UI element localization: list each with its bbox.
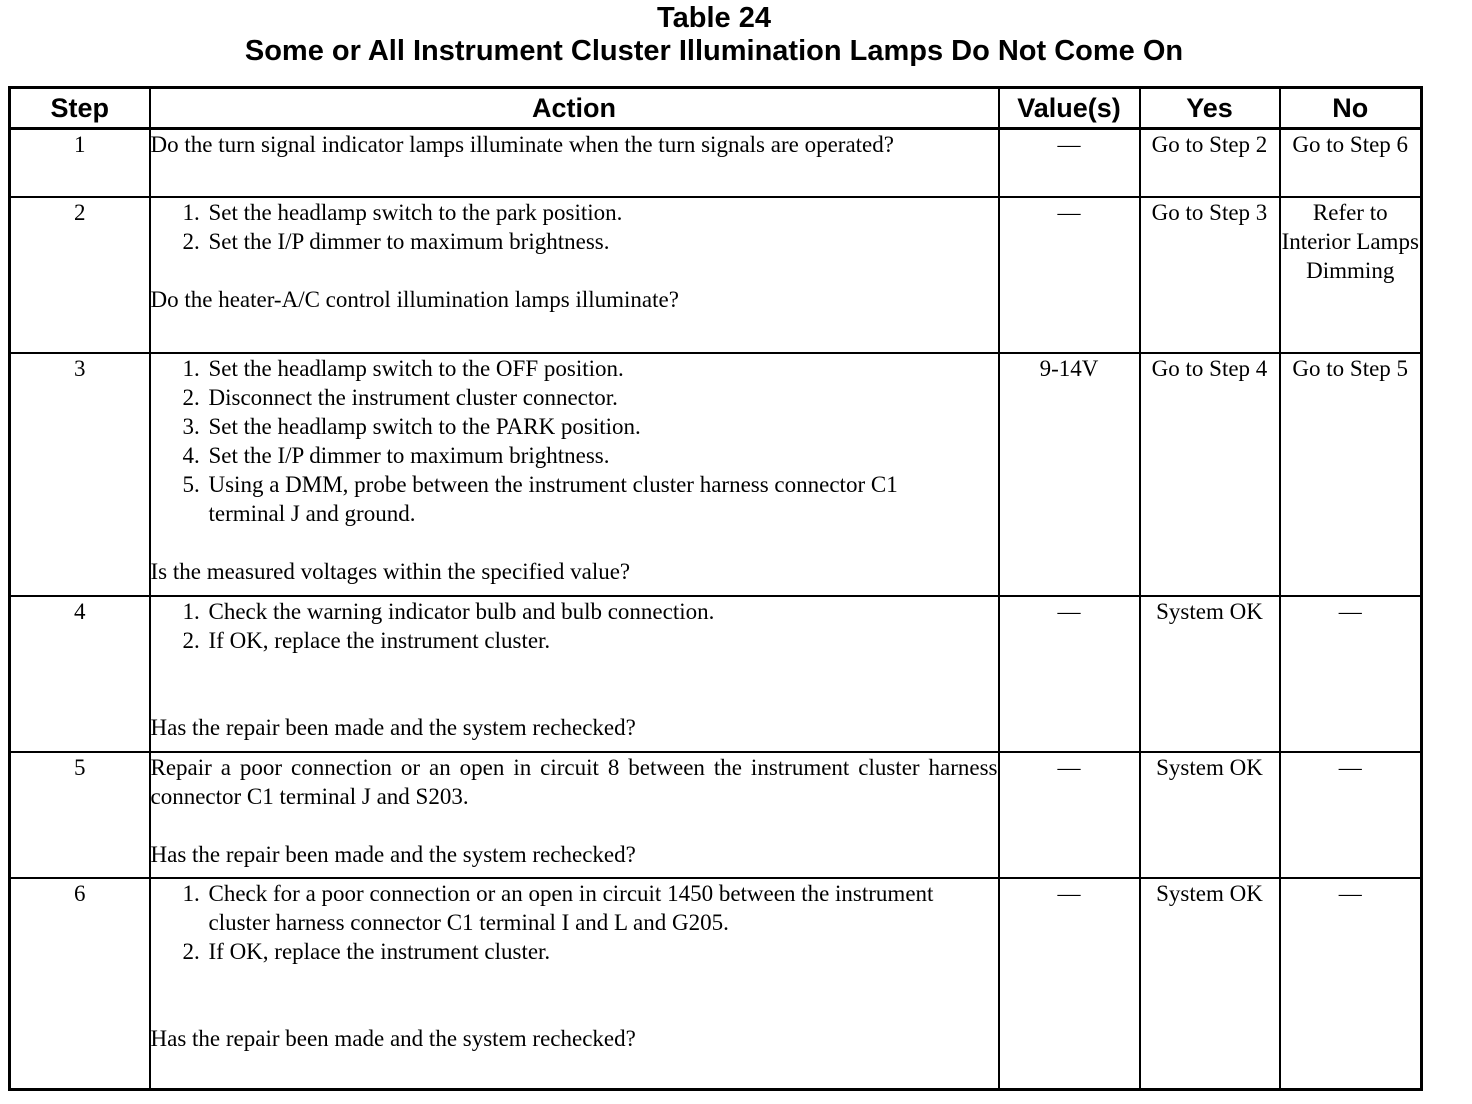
table-row — [10, 197, 1422, 353]
action-steps — [151, 198, 998, 256]
header-row — [10, 88, 1422, 129]
action-cell — [150, 353, 999, 596]
no-cell: Go to Step 5 — [1280, 353, 1422, 596]
header-yes: Yes — [1140, 88, 1280, 129]
yes-cell: Go to Step 3 — [1140, 197, 1280, 353]
header-action: Action — [150, 88, 999, 129]
action-step-item: 1. Check for a poor connection or an open in circuit 1450 between the instrument cluster harness connector C1 terminal I and L and G205. — [206, 879, 998, 937]
value-cell: 9-14V — [999, 353, 1140, 596]
header-step: Step — [10, 88, 150, 129]
table-heading: Some or All Instrument Cluster Illumination Lamps Do Not Come On — [244, 35, 1184, 67]
action-cell — [150, 596, 999, 752]
table-row — [10, 129, 1422, 197]
action-cell — [150, 752, 999, 878]
no-cell: Go to Step 6 — [1280, 129, 1422, 197]
table-row — [10, 596, 1422, 752]
action-step-item: 1. Set the headlamp switch to the OFF position. — [206, 354, 998, 383]
action-step-item: 4. Set the I/P dimmer to maximum brightness. — [206, 441, 998, 470]
action-step-item: 2. Disconnect the instrument cluster connector. — [206, 383, 998, 412]
yes-cell: System OK — [1140, 752, 1280, 878]
no-cell: Refer to Interior Lamps Dimming — [1280, 197, 1422, 353]
action-cell — [150, 197, 999, 353]
value-cell: — — [999, 596, 1140, 752]
action-steps — [151, 879, 998, 966]
yes-cell: Go to Step 2 — [1140, 129, 1280, 197]
no-cell: — — [1280, 752, 1422, 878]
table-number: Table 24 — [657, 2, 771, 34]
action-question: Do the turn signal indicator lamps illuminate when the turn signals are operated? — [150, 132, 894, 157]
action-cell — [150, 129, 999, 197]
step-number: 6 — [10, 878, 150, 1090]
diagnostic-table — [8, 86, 1423, 1091]
action-cell — [150, 878, 999, 1090]
action-step-item: 2. If OK, replace the instrument cluster. — [206, 937, 998, 966]
value-cell: — — [999, 197, 1140, 353]
action-text: Repair a poor connection or an open in circuit 8 between the instrument cluster harness connector C1 terminal J and S203. — [150, 754, 998, 809]
action-question: Do the heater-A/C control illumination lamps illuminate? — [150, 286, 679, 312]
action-step-item: 1. Set the headlamp switch to the park position. — [206, 198, 998, 227]
action-question: Has the repair been made and the system rechecked? — [150, 841, 636, 867]
action-step-item: 2. If OK, replace the instrument cluster. — [206, 626, 998, 655]
step-number: 1 — [10, 129, 150, 197]
action-step-item: 1. Check the warning indicator bulb and bulb connection. — [206, 597, 998, 626]
table-row — [10, 878, 1422, 1090]
action-question: Has the repair been made and the system rechecked? — [150, 1025, 636, 1051]
value-cell: — — [999, 752, 1140, 878]
yes-cell: Go to Step 4 — [1140, 353, 1280, 596]
value-cell: — — [999, 878, 1140, 1090]
action-step-item: 5. Using a DMM, probe between the instrument cluster harness connector C1 terminal J and ground. — [206, 470, 998, 528]
table-title — [0, 2, 1428, 68]
step-number: 2 — [10, 197, 150, 353]
header-values: Value(s) — [999, 88, 1140, 129]
no-cell: — — [1280, 596, 1422, 752]
action-steps — [151, 597, 998, 655]
step-number: 5 — [10, 752, 150, 878]
action-steps — [151, 354, 998, 528]
action-step-item: 3. Set the headlamp switch to the PARK position. — [206, 412, 998, 441]
yes-cell: System OK — [1140, 596, 1280, 752]
action-question: Has the repair been made and the system rechecked? — [150, 714, 636, 740]
value-cell: — — [999, 129, 1140, 197]
action-question: Is the measured voltages within the specified value? — [150, 558, 631, 584]
step-number: 3 — [10, 353, 150, 596]
action-step-item: 2. Set the I/P dimmer to maximum brightness. — [206, 227, 998, 256]
header-no: No — [1280, 88, 1422, 129]
table-row — [10, 752, 1422, 878]
no-cell: — — [1280, 878, 1422, 1090]
yes-cell: System OK — [1140, 878, 1280, 1090]
step-number: 4 — [10, 596, 150, 752]
table-row — [10, 353, 1422, 596]
